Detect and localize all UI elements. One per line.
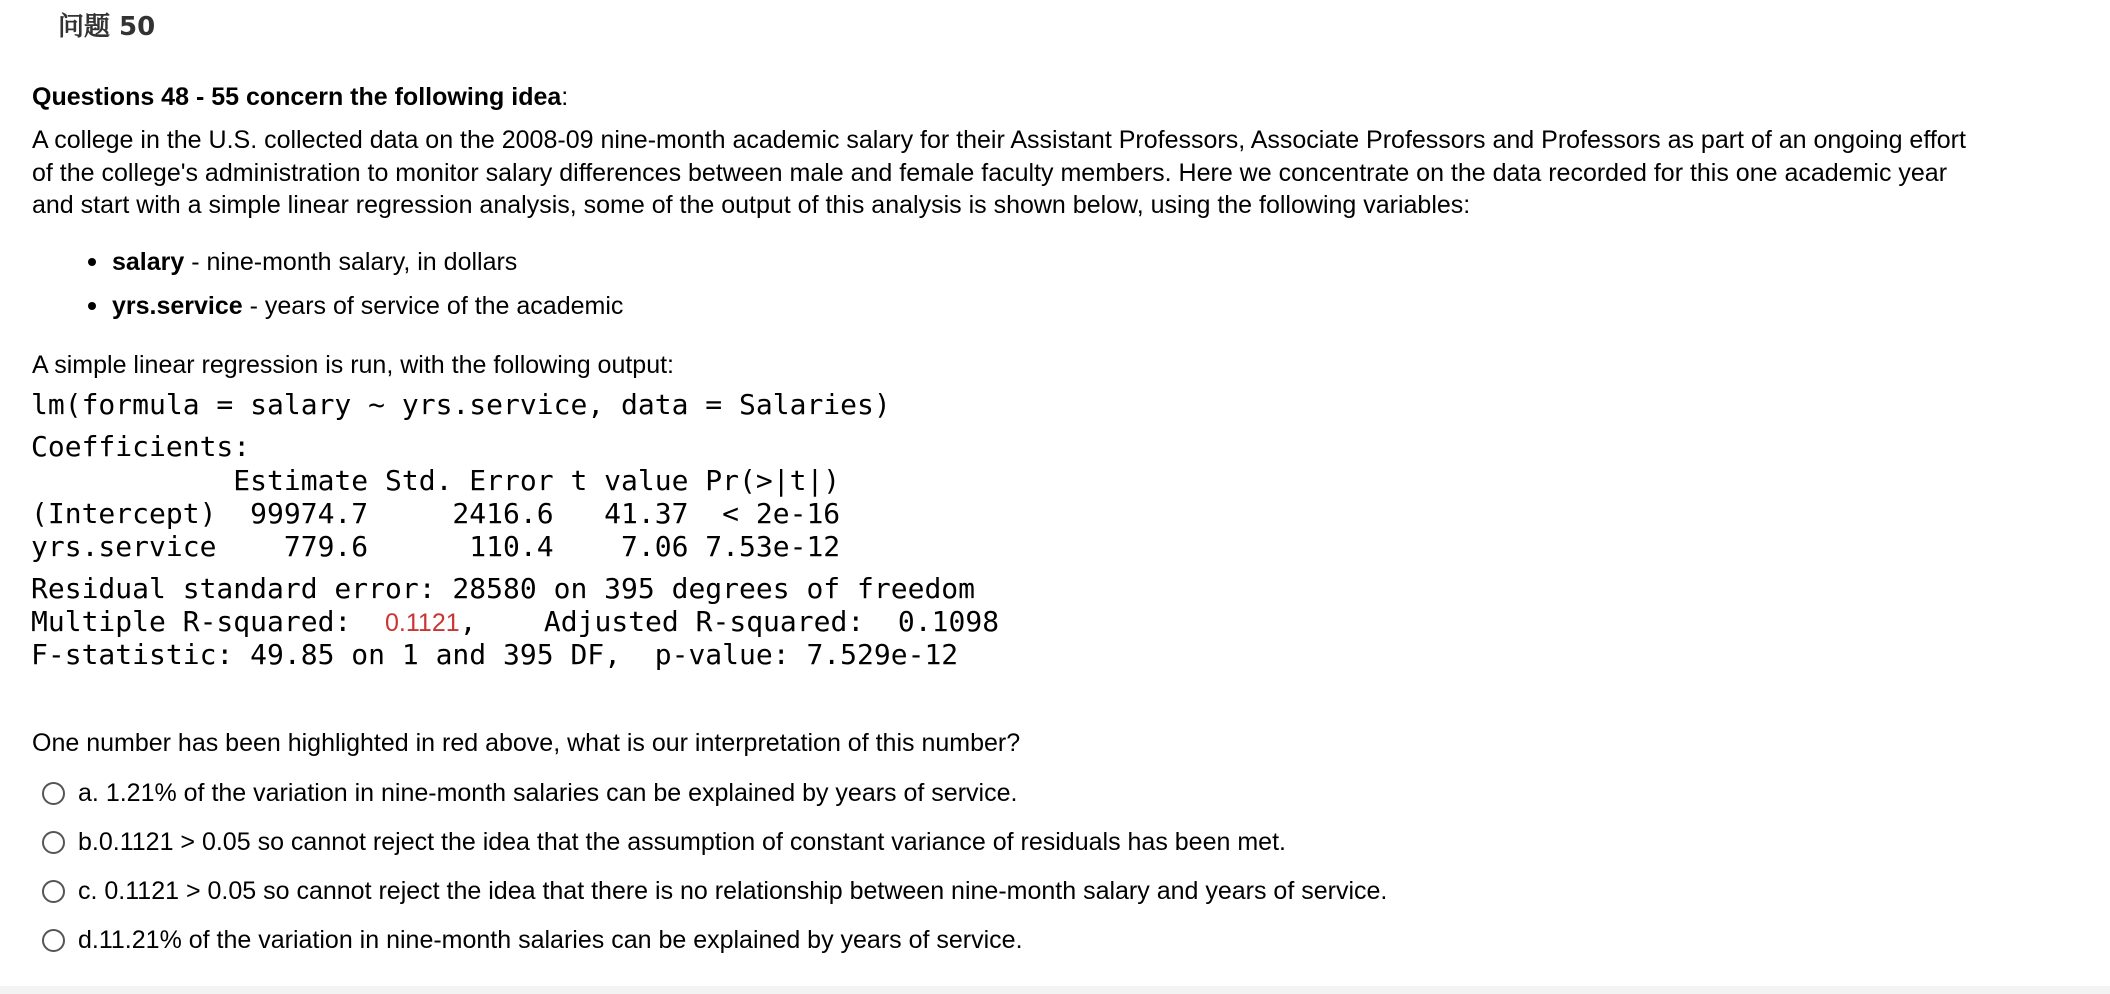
intro-heading-bold: Questions 48 - 55 concern the following idea	[32, 83, 562, 111]
variable-list	[82, 246, 623, 334]
residual-standard-error: Residual standard error: 28580 on 395 degrees of freedom	[31, 572, 976, 605]
radio-button[interactable]	[42, 831, 65, 854]
question-number: 问题 50	[58, 12, 156, 42]
variable-description: - nine-month salary, in dollars	[184, 248, 518, 276]
option-d[interactable]	[42, 920, 1387, 969]
f-statistic: F-statistic: 49.85 on 1 and 395 DF, p-value: 7.529e-12	[31, 638, 959, 671]
r-squared-line	[31, 605, 999, 638]
bullet-icon	[88, 302, 96, 310]
intro-paragraph: A college in the U.S. collected data on the 2008-09 nine-month academic salary for their Assistant Professors, Associate Professors and Professors as part of an ongoing effort of the college's administration to monitor salary differences between male and female faculty members. Here we concentrate on the data recorded for this one academic year and start with a simple linear regression analysis, some of the output of this analysis is shown below, using the following variables:	[32, 126, 1966, 219]
regression-call: lm(formula = salary ~ yrs.service, data = Salaries)	[31, 388, 891, 421]
coefficients-header: Estimate Std. Error t value Pr(>|t|)	[31, 464, 841, 497]
option-text: 11.21% of the variation in nine-month salaries can be explained by years of service.	[98, 926, 1023, 954]
option-text: 1.21% of the variation in nine-month salaries can be explained by years of service.	[105, 779, 1018, 807]
r-squared-prefix: Multiple R-squared:	[31, 605, 386, 638]
variable-name: salary	[112, 248, 185, 276]
option-letter: c.	[78, 877, 98, 905]
question-text: One number has been highlighted in red above, what is our interpretation of this number?	[32, 729, 1021, 757]
page-bottom-band	[0, 986, 2110, 994]
r-squared-suffix: , Adjusted R-squared: 0.1098	[459, 605, 1000, 638]
option-c[interactable]	[42, 871, 1387, 920]
option-label	[78, 926, 1023, 955]
option-label	[78, 877, 1387, 906]
answer-options	[42, 773, 1387, 969]
coefficient-row-intercept: (Intercept) 99974.7 2416.6 41.37 < 2e-16	[31, 497, 841, 530]
intro-heading	[32, 83, 568, 112]
radio-button[interactable]	[42, 929, 65, 952]
regression-intro: A simple linear regression is run, with the following output:	[32, 351, 674, 379]
coefficients-label: Coefficients:	[31, 430, 251, 463]
option-letter: d.	[78, 926, 99, 954]
option-letter: a.	[78, 779, 99, 807]
option-letter: b.	[78, 828, 99, 856]
variable-name: yrs.service	[112, 292, 243, 320]
variable-description: - years of service of the academic	[242, 292, 624, 320]
variable-item-yrs-service	[82, 290, 623, 334]
option-text: 0.1121 > 0.05 so cannot reject the idea that the assumption of constant variance of residuals has been met.	[98, 828, 1286, 856]
r-squared-highlight: 0.1121	[385, 609, 460, 637]
option-a[interactable]	[42, 773, 1387, 822]
option-text: 0.1121 > 0.05 so cannot reject the idea that there is no relationship between nine-month salary and years of service.	[104, 877, 1388, 905]
intro-heading-colon: :	[561, 83, 569, 111]
radio-button[interactable]	[42, 782, 65, 805]
option-label	[78, 779, 1017, 808]
option-b[interactable]	[42, 822, 1387, 871]
radio-button[interactable]	[42, 880, 65, 903]
bullet-icon	[88, 258, 96, 266]
variable-item-salary	[82, 246, 623, 290]
coefficient-row-yrs-service: yrs.service 779.6 110.4 7.06 7.53e-12	[31, 530, 841, 563]
option-label	[78, 828, 1286, 857]
